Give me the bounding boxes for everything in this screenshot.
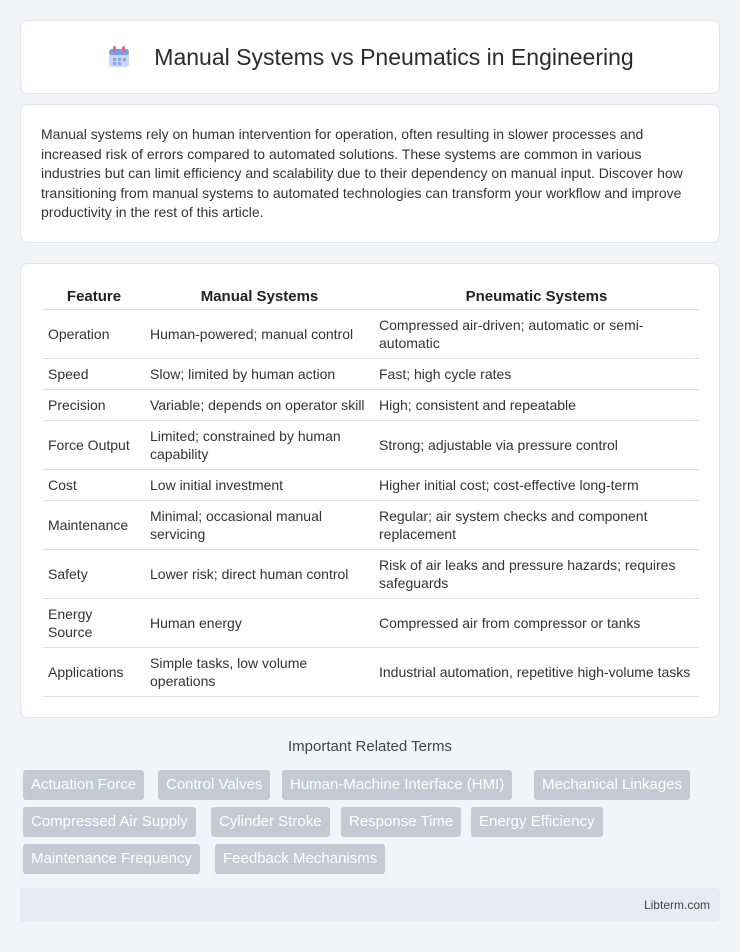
cell-pneumatic: Strong; adjustable via pressure control: [374, 420, 699, 469]
footer: [20, 888, 720, 922]
term-tag[interactable]: Mechanical Linkages: [534, 770, 690, 800]
cell-pneumatic: Compressed air-driven; automatic or semi-automatic: [374, 309, 699, 358]
table-row: [43, 469, 699, 500]
table-row: [43, 549, 699, 598]
cell-pneumatic: Higher initial cost; cost-effective long-term: [374, 469, 699, 500]
term-tag[interactable]: Maintenance Frequency: [23, 844, 200, 874]
cell-pneumatic: Fast; high cycle rates: [374, 358, 699, 389]
term-tag[interactable]: Energy Efficiency: [471, 807, 603, 837]
comparison-card: [20, 263, 720, 718]
cell-feature: Operation: [43, 309, 145, 358]
cell-feature: Applications: [43, 647, 145, 696]
footer-link[interactable]: Libterm.com: [643, 898, 710, 912]
cell-manual: Limited; constrained by human capability: [145, 420, 374, 469]
cell-manual: Simple tasks, low volume operations: [145, 647, 374, 696]
cell-pneumatic: Regular; air system checks and component replacement: [374, 500, 699, 549]
intro-paragraph: Manual systems rely on human intervention for operation, often resulting in slower processes and increased risk of errors compared to automated solutions. These systems are common in various industries but can limit efficiency and scalability due to their dependency on manual input. Discover how transitioning from manual systems to automated technologies can transform your workflow and improve productivity in the rest of this article.: [41, 126, 683, 220]
cell-feature: Maintenance: [43, 500, 145, 549]
cell-pneumatic: Industrial automation, repetitive high-volume tasks: [374, 647, 699, 696]
table-row: [43, 389, 699, 420]
term-tag[interactable]: Compressed Air Supply: [23, 807, 196, 837]
cell-manual: Minimal; occasional manual servicing: [145, 500, 374, 549]
cell-feature: Safety: [43, 549, 145, 598]
table-row: [43, 358, 699, 389]
table-row: [43, 647, 699, 696]
table-row: [43, 420, 699, 469]
table-row: [43, 309, 699, 358]
cell-feature: Cost: [43, 469, 145, 500]
cell-feature: Speed: [43, 358, 145, 389]
cell-feature: Energy Source: [43, 598, 145, 647]
related-terms-title: Important Related Terms: [288, 738, 452, 755]
header-feature: Feature: [43, 284, 145, 309]
term-tag[interactable]: Human-Machine Interface (HMI): [282, 770, 512, 800]
intro-card: [20, 104, 720, 243]
term-tag[interactable]: Response Time: [341, 807, 461, 837]
cell-manual: Human-powered; manual control: [145, 309, 374, 358]
cell-manual: Slow; limited by human action: [145, 358, 374, 389]
table-header-row: [43, 284, 699, 309]
term-tag[interactable]: Actuation Force: [23, 770, 144, 800]
table-row: [43, 598, 699, 647]
comparison-table: [43, 284, 699, 697]
cell-feature: Precision: [43, 389, 145, 420]
cell-manual: Low initial investment: [145, 469, 374, 500]
cell-pneumatic: High; consistent and repeatable: [374, 389, 699, 420]
header-pneumatic: Pneumatic Systems: [374, 284, 699, 309]
term-tag[interactable]: Control Valves: [158, 770, 270, 800]
cell-pneumatic: Risk of air leaks and pressure hazards; requires safeguards: [374, 549, 699, 598]
cell-manual: Lower risk; direct human control: [145, 549, 374, 598]
cell-pneumatic: Compressed air from compressor or tanks: [374, 598, 699, 647]
page-title: Manual Systems vs Pneumatics in Engineering: [154, 43, 634, 70]
cell-manual: Human energy: [145, 598, 374, 647]
table-row: [43, 500, 699, 549]
header-manual: Manual Systems: [145, 284, 374, 309]
cell-feature: Force Output: [43, 420, 145, 469]
cell-manual: Variable; depends on operator skill: [145, 389, 374, 420]
term-tag[interactable]: Feedback Mechanisms: [215, 844, 385, 874]
title-card: [20, 20, 720, 94]
calendar-icon: [106, 44, 132, 70]
term-tag[interactable]: Cylinder Stroke: [211, 807, 330, 837]
